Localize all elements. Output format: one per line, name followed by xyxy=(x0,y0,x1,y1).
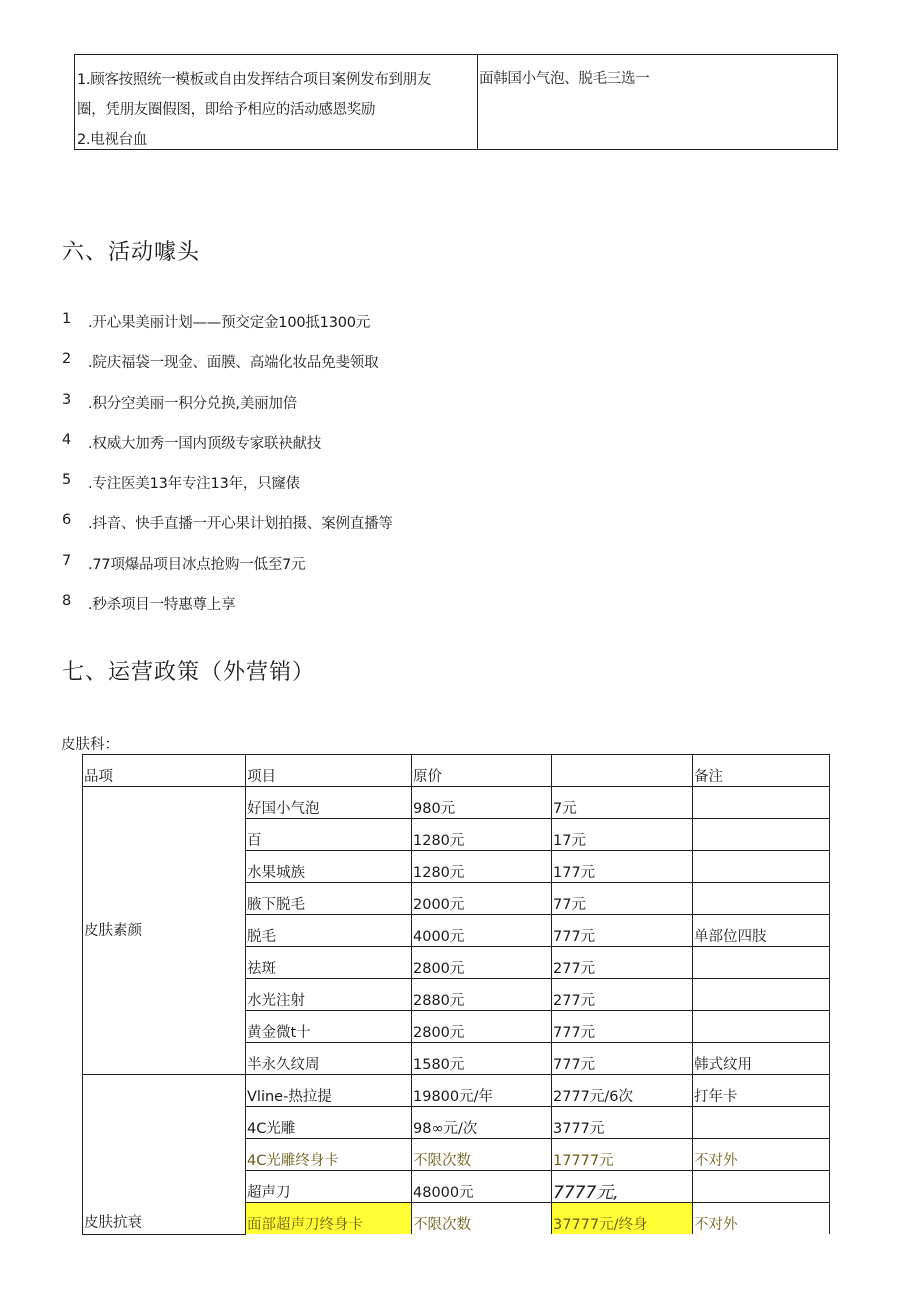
note-cell xyxy=(693,787,830,819)
top-left-line-3: 2.电视台血 xyxy=(77,132,148,148)
header-item: 项目 xyxy=(246,755,412,787)
item-cell: 水光注射 xyxy=(246,979,412,1011)
price-cell: 48000元 xyxy=(412,1171,552,1203)
price-cell: 2000元 xyxy=(412,883,552,915)
slogan-list xyxy=(62,311,393,633)
item-cell: 面部超声刀终身卡 xyxy=(246,1203,412,1235)
header-category: 品项 xyxy=(83,755,246,787)
item-cell: 半永久纹周 xyxy=(246,1043,412,1075)
item-cell: 4C光雕终身卡 xyxy=(246,1139,412,1171)
price-cell: 不限次数 xyxy=(412,1139,552,1171)
list-item: 7 .77项爆品项目冰点抢购一低至7元 xyxy=(62,552,306,573)
price-cell: 980元 xyxy=(412,787,552,819)
item-cell: Vline-热拉提 xyxy=(246,1075,412,1107)
list-item: 4 .权威大加秀一国内顶级专家联袂献技 xyxy=(62,431,322,452)
header-price: 原价 xyxy=(412,755,552,787)
note-cell: 单部位四肢 xyxy=(693,915,830,947)
note-cell: 韩式纹用 xyxy=(693,1043,830,1075)
promo-cell: 277元 xyxy=(552,979,693,1011)
list-item: 1 .开心果美丽计划——预交定金100抵1300元 xyxy=(62,311,371,331)
header-note: 备注 xyxy=(693,755,830,787)
price-table xyxy=(82,754,830,1235)
section-7-title: 七、运营政策（外营销） xyxy=(62,660,316,685)
top-table-right-cell: 面韩国小气泡、脱毛三选一 xyxy=(479,71,650,87)
table-row xyxy=(83,787,830,819)
header-promo xyxy=(552,755,693,787)
item-cell: 好国小气泡 xyxy=(246,787,412,819)
section-6-title: 六、活动噱头 xyxy=(62,240,201,265)
promo-cell: 17777元 xyxy=(552,1139,693,1171)
department-label: 皮肤科： xyxy=(61,737,119,753)
category-cell: 皮肤抗衰 xyxy=(83,1075,246,1235)
price-cell: 2880元 xyxy=(412,979,552,1011)
note-cell xyxy=(693,1171,830,1203)
price-cell: 4000元 xyxy=(412,915,552,947)
list-item: 6 .抖音、快手直播一开心果计划拍摄、案例直播等 xyxy=(62,512,393,533)
promo-cell: 3777元 xyxy=(552,1107,693,1139)
price-cell: 98∞元/次 xyxy=(412,1107,552,1139)
promo-cell: 2777元/6次 xyxy=(552,1075,693,1107)
item-cell: 水果城族 xyxy=(246,851,412,883)
table-row xyxy=(83,1075,830,1107)
item-cell: 脱毛 xyxy=(246,915,412,947)
promo-cell: 777元 xyxy=(552,1011,693,1043)
item-cell: 百 xyxy=(246,819,412,851)
price-cell: 1280元 xyxy=(412,851,552,883)
list-item: 3 .积分空美丽一积分兑换,美丽加倍 xyxy=(62,391,298,412)
note-cell: 不对外 xyxy=(693,1139,830,1171)
promo-cell: 777元 xyxy=(552,1043,693,1075)
top-left-line-1: 1.顾客按照统一模板或自由发挥结合项目案例发布到朋友 xyxy=(77,72,432,88)
category-cell: 皮肤素颜 xyxy=(83,787,246,1075)
note-cell: 打年卡 xyxy=(693,1075,830,1107)
item-cell: 超声刀 xyxy=(246,1171,412,1203)
price-cell: 2800元 xyxy=(412,1011,552,1043)
note-cell: 不对外 xyxy=(693,1203,830,1235)
promo-cell: 777元 xyxy=(552,915,693,947)
price-cell: 1580元 xyxy=(412,1043,552,1075)
note-cell xyxy=(693,851,830,883)
note-cell xyxy=(693,1011,830,1043)
note-cell xyxy=(693,1107,830,1139)
item-cell: 腋下脱毛 xyxy=(246,883,412,915)
note-cell xyxy=(693,819,830,851)
list-item: 2 .院庆福袋一现金、面膜、高端化妆品免斐领取 xyxy=(62,351,379,372)
note-cell xyxy=(693,979,830,1011)
note-cell xyxy=(693,883,830,915)
promo-cell: 7元 xyxy=(552,787,693,819)
item-cell: 祛斑 xyxy=(246,947,412,979)
promo-cell: 277元 xyxy=(552,947,693,979)
table-header-row xyxy=(83,755,830,787)
price-cell: 不限次数 xyxy=(412,1203,552,1235)
promo-cell: 37777元/终身 xyxy=(552,1203,693,1235)
price-cell: 19800元/年 xyxy=(412,1075,552,1107)
promo-cell: 17元 xyxy=(552,819,693,851)
promo-cell: 7777元, xyxy=(552,1171,693,1203)
price-cell: 2800元 xyxy=(412,947,552,979)
list-item: 8 .秒杀项目一特惠尊上享 xyxy=(62,593,236,614)
top-left-line-2: 圈，凭朋友圈假图，即给予相应的活动感恩奖励 xyxy=(77,102,376,118)
list-item: 5 .专注医美13年专注13年，只窿俵 xyxy=(62,472,301,493)
item-cell: 4C光雕 xyxy=(246,1107,412,1139)
promo-cell: 177元 xyxy=(552,851,693,883)
top-table xyxy=(74,54,838,150)
price-cell: 1280元 xyxy=(412,819,552,851)
top-table-left-cell xyxy=(75,55,478,149)
promo-cell: 77元 xyxy=(552,883,693,915)
item-cell: 黄金微t十 xyxy=(246,1011,412,1043)
note-cell xyxy=(693,947,830,979)
